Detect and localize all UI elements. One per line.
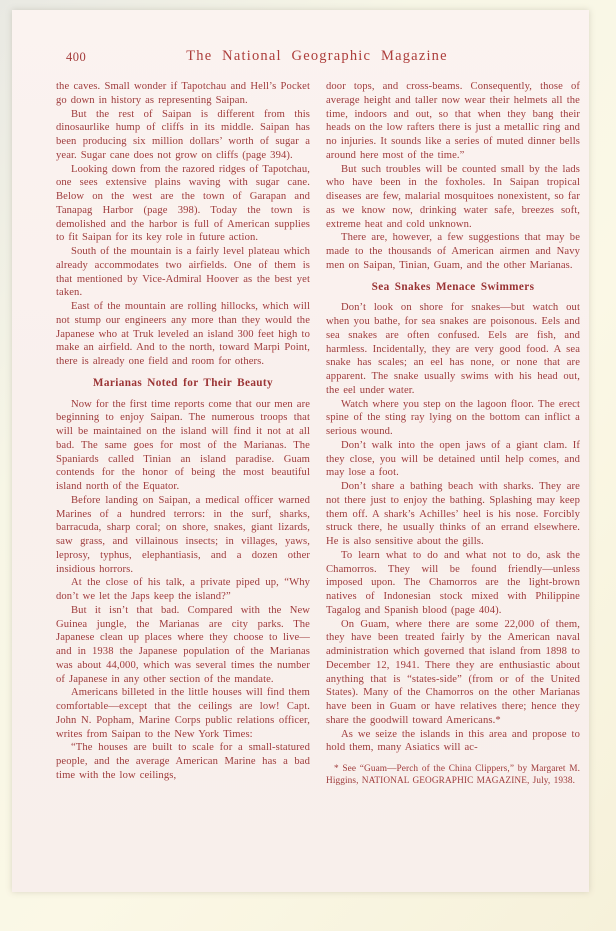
paragraph: Looking down from the razored ridges of Tapotchau, one sees extensive plains waving with sugar cane. Below on the west are the town of Garapan and Tanapag Harbor (page 398). Today the town is demolished and the harbor is full of American supplies to fit Saipan for its key role in future action. xyxy=(56,163,310,244)
paragraph: There are, however, a few suggestions that may be made to the thousands of American airmen and Navy men on Saipan, Tinian, Guam, and the other Marianas. xyxy=(326,232,580,271)
paragraph: South of the mountain is a fairly level plateau which already accommodates two airfields. One of them is that mentioned by Vice-Admiral Hoover as the best yet taken. xyxy=(56,246,310,299)
paragraph: Don’t look on shore for snakes—but watch out when you bathe, for sea snakes are poisonous. Eels and sea snakes are often confused. Eels are fish, and harmless. Incidentally, they are very good food. A sea snake has scales; an eel has none, or none that are apparent. The snake usually swims with his head out, the eel under water. xyxy=(326,302,580,396)
paragraph: Watch where you step on the lagoon floor. The erect spine of the sting ray lying on the bottom can inflict a serious wound. xyxy=(326,398,580,437)
paragraph: But such troubles will be counted small by the lads who have been in the foxholes. In Saipan tropical diseases are few, malarial mosquitoes nonexistent, so far as we know now, drinking water safe, breezes soft, extreme heat and cold unknown. xyxy=(326,163,580,230)
paragraph: At the close of his talk, a private piped up, “Why don’t we let the Japs keep the island?” xyxy=(56,577,310,602)
paragraph: Don’t walk into the open jaws of a giant clam. If they close, you will be detained until help comes, and may lose a foot. xyxy=(326,439,580,479)
paragraph: Don’t share a bathing beach with sharks. They are not there just to enjoy the bathing. Splashing may keep them off. A shark’s Achilles’ heel is his nose. Forcibly struck there, he usually thinks of an errand elsewhere. He is also sensitive about the gills. xyxy=(326,481,580,547)
footnote: * See “Guam—Perch of the China Clippers,” by Margaret M. Higgins, NATIONAL GEOGRAPHIC MAGAZINE, July, 1938. xyxy=(326,764,580,786)
paragraph: East of the mountain are rolling hillocks, which will not stump our engineers any more than they would the Japanese who at Truk leveled an island 300 feet high to make an airfield. And to the north, toward Marpi Point, there is already one field and room for others. xyxy=(56,301,310,367)
page-header xyxy=(56,48,578,68)
paragraph: door tops, and cross-beams. Consequently, those of average height and taller now wear their helmets all the time, indoors and out, so that when they bang their heads on the low rafters there is just a metallic ring and no injuries. It sounds like a series of muted dinner bells around here most of the time.” xyxy=(326,81,580,161)
paragraph: On Guam, where there are some 22,000 of them, they have been treated fairly by the American naval administration which governed that island from 1898 to December 12, 1941. There they are enthusiastic about anything that is “states-side” (from or of the United States). Many of the Chamorros on the other Marianas have been in Guam or have relatives there; hence they share the goodwill toward Americans.* xyxy=(326,618,580,726)
text-columns xyxy=(56,80,580,788)
left-column xyxy=(56,80,310,788)
paragraph: As we seize the islands in this area and propose to hold them, many Asiatics will ac- xyxy=(326,728,580,754)
running-title: The National Geographic Magazine xyxy=(186,48,448,64)
paragraph: But the rest of Saipan is different from this dinosaurlike hump of cliffs in its middle. Saipan has been producing six million dollars’ worth of sugar a year. Sugar cane does not grow on cliffs (page 394). xyxy=(56,108,310,161)
paragraph: Now for the first time reports come that our men are beginning to enjoy Saipan. The numerous troops that will be maintained on the island will find it not at all bad. The same goes for most of the Marianas. The Spaniards called Tinian an island paradise. Guam contends for the honor of being the most beautiful island north of the Equator. xyxy=(56,398,311,492)
page-number: 400 xyxy=(66,50,87,64)
paragraph: To learn what to do and what not to do, ask the Chamorros. They will be found friendly—unless imposed upon. The Chamorros are the light-brown natives of Indonesian stock mixed with Philippine Tagalog and Spanish blood (page 404). xyxy=(326,549,580,616)
page xyxy=(12,10,589,892)
paragraph: “The houses are built to scale for a small-statured people, and the average American Marine has a bad time with the low ceilings, xyxy=(56,742,310,781)
section-heading: Marianas Noted for Their Beauty xyxy=(92,376,274,389)
paragraph: Before landing on Saipan, a medical officer warned Marines of a hundred terrors: in the surf, sharks, barracuda, sharp coral; on shore, snakes, giant lizards, saw grass, and villainous insects; in villages, yaws, leprosy, typhus, elephantiasis, and a dozen other insidious horrors. xyxy=(56,494,310,575)
section-heading: Sea Snakes Menace Swimmers xyxy=(371,280,535,293)
right-column xyxy=(326,80,580,788)
paragraph: But it isn’t that bad. Compared with the New Guinea jungle, the Marianas are city parks. The Japanese clean up places where they choose to live—and in 1938 the Japanese population of the Marianas was about 44,000, which was several times the number of Japanese in any other section of the mandate. xyxy=(56,604,310,685)
paragraph: the caves. Small wonder if Tapotchau and Hell’s Pocket go down in history as representing Saipan. xyxy=(56,81,310,106)
paragraph: Americans billeted in the little houses will find them comfortable—except that the ceilings are low! Capt. John N. Popham, Marine Corps public relations officer, writes from Saipan to the New York Times: xyxy=(56,687,310,740)
